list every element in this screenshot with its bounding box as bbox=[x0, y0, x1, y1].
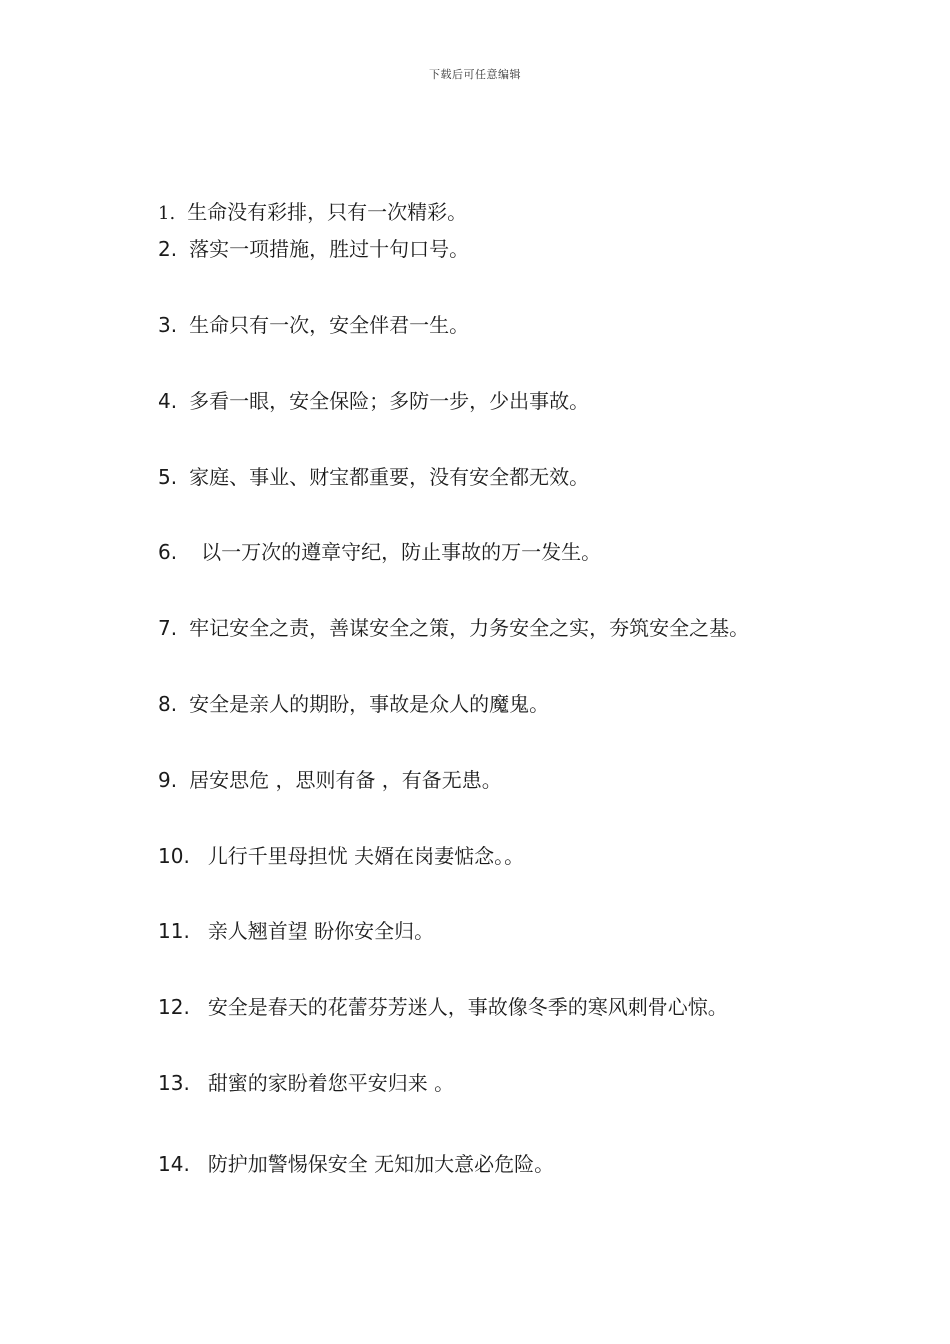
item-number: 8. bbox=[158, 692, 178, 716]
item-text: 儿行千里母担忧 夫婿在岗妻惦念。。 bbox=[207, 844, 525, 868]
list-item bbox=[158, 1071, 454, 1095]
list-item bbox=[158, 389, 589, 413]
item-number: 11. bbox=[158, 919, 190, 943]
item-text: 多看一眼，安全保险；多防一步，少出事故。 bbox=[189, 389, 590, 413]
item-number: 9. bbox=[158, 768, 178, 792]
item-number: 10. bbox=[158, 844, 190, 868]
list-item bbox=[158, 844, 524, 868]
item-number: 2. bbox=[158, 237, 178, 261]
list-item bbox=[158, 692, 549, 716]
item-number: 6. bbox=[158, 540, 178, 564]
list-item bbox=[158, 313, 469, 337]
list-item bbox=[158, 200, 467, 224]
item-number: 14. bbox=[158, 1152, 190, 1176]
item-text: 生命没有彩排，只有一次精彩。 bbox=[187, 200, 468, 224]
item-text: 安全是春天的花蕾芬芳迷人，事故像冬季的寒风刺骨心惊。 bbox=[207, 995, 728, 1019]
list-item bbox=[158, 237, 469, 261]
list-item bbox=[158, 995, 728, 1019]
list-item bbox=[158, 1152, 554, 1176]
item-number: 5. bbox=[158, 465, 178, 489]
item-text: 以一万次的遵章守纪，防止事故的万一发生。 bbox=[201, 540, 602, 564]
item-number: 3. bbox=[158, 313, 178, 337]
item-number: 13. bbox=[158, 1071, 190, 1095]
item-text: 生命只有一次，安全伴君一生。 bbox=[189, 313, 470, 337]
list-item bbox=[158, 616, 749, 640]
item-text: 落实一项措施，胜过十句口号。 bbox=[189, 237, 470, 261]
list-item bbox=[158, 465, 589, 489]
list-item bbox=[158, 768, 502, 792]
item-text: 甜蜜的家盼着您平安归来 。 bbox=[207, 1071, 455, 1095]
item-number: 4. bbox=[158, 389, 178, 413]
list-item bbox=[158, 540, 601, 564]
header-note: 下载后可任意编辑 bbox=[429, 68, 521, 81]
item-text: 牢记安全之责，善谋安全之策，力务安全之实，夯筑安全之基。 bbox=[189, 616, 750, 640]
item-text: 安全是亲人的期盼，事故是众人的魔鬼。 bbox=[189, 692, 550, 716]
item-text: 防护加警惕保安全 无知加大意必危险。 bbox=[207, 1152, 555, 1176]
item-number: 12. bbox=[158, 995, 190, 1019]
item-number: 1. bbox=[158, 203, 176, 224]
item-text: 家庭、事业、财宝都重要，没有安全都无效。 bbox=[189, 465, 590, 489]
item-text: 居安思危 ，思则有备 ，有备无患。 bbox=[189, 768, 502, 792]
item-text: 亲人翘首望 盼你安全归。 bbox=[207, 919, 435, 943]
item-number: 7. bbox=[158, 616, 178, 640]
list-item bbox=[158, 919, 434, 943]
